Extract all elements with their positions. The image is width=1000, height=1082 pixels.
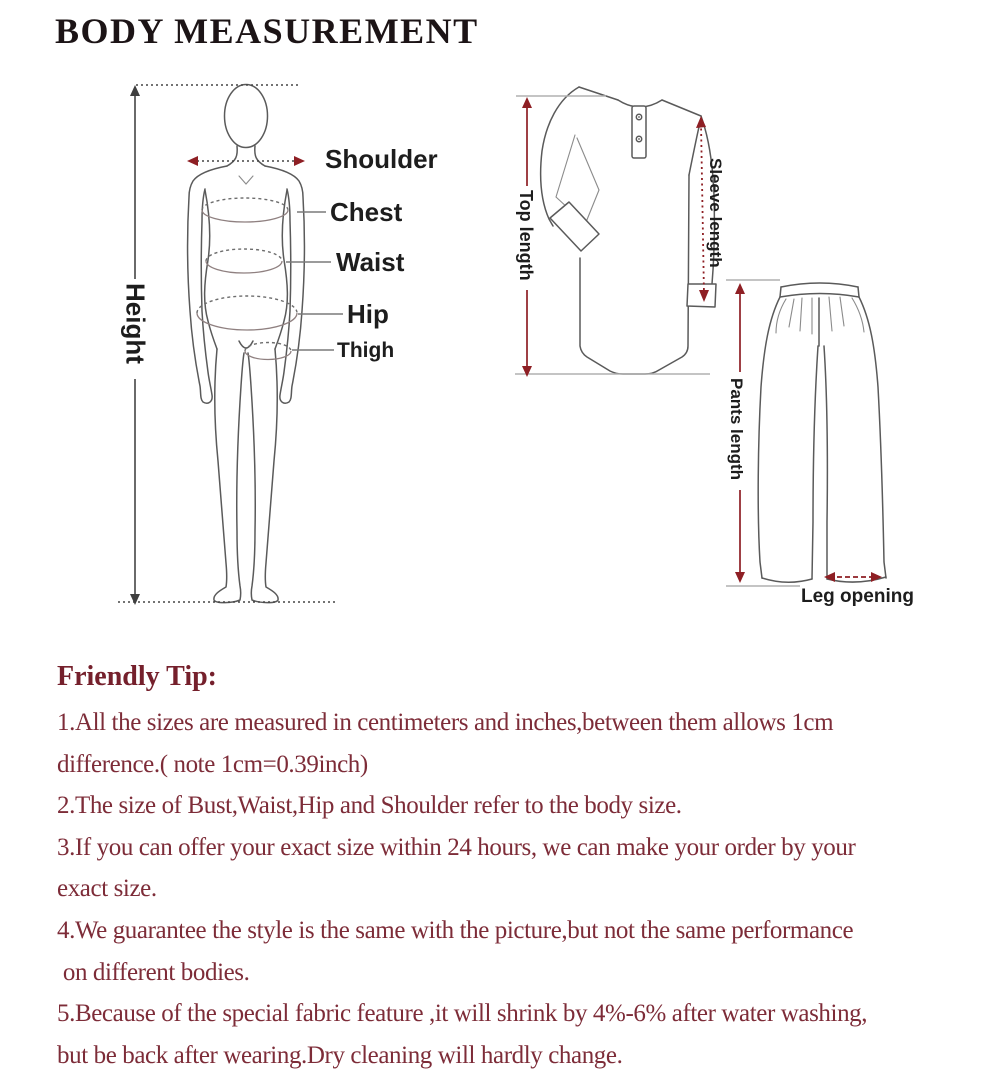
label-connector-lines — [286, 212, 343, 350]
pants-pleats — [776, 297, 864, 334]
tip-line: 3.If you can offer your exact size within 24 hours, we can make your order by your — [57, 833, 856, 861]
thigh-label: Thigh — [337, 339, 395, 362]
chest-label: Chest — [330, 197, 403, 227]
height-label: Height — [120, 283, 151, 364]
chest-ellipse — [202, 198, 288, 222]
leg-opening-label: Leg opening — [801, 586, 914, 607]
leg-opening-measure-arrow — [824, 572, 882, 582]
shoulder-label: Shoulder — [325, 144, 438, 174]
tip-line: but be back after wearing.Dry cleaning will hardly change. — [57, 1041, 623, 1069]
sleeve-length-label: Sleeve length — [705, 158, 725, 268]
figure-head — [225, 85, 268, 148]
tip-line: difference.( note 1cm=0.39inch) — [57, 750, 368, 778]
pants-left-outer — [758, 297, 780, 578]
tip-line: exact size. — [57, 875, 157, 903]
top-length-label: Top length — [515, 190, 536, 281]
page-title: BODY MEASUREMENT — [55, 11, 479, 51]
body-figure — [188, 85, 343, 603]
pants-waistband — [781, 283, 858, 287]
friendly-tips-section — [57, 660, 962, 1076]
tip-line: 2.The size of Bust,Waist,Hip and Shoulder refer to the body size. — [57, 792, 682, 820]
figure-left-leg — [214, 349, 244, 603]
tip-line: 4.We guarantee the style is the same with the picture,but not the same performance — [57, 916, 854, 944]
shoulder-measure-arrow — [187, 156, 305, 166]
tip-line: 1.All the sizes are measured in centimeters and inches,between them allows 1cm — [57, 709, 834, 736]
pants-drawing — [758, 283, 886, 582]
figure-right-leg — [248, 349, 278, 603]
waist-ellipse — [206, 249, 282, 273]
tip-line: on different bodies. — [57, 958, 250, 986]
shirt-drawing — [541, 87, 716, 374]
pants-right-outer — [859, 297, 886, 578]
tips-heading: Friendly Tip: — [57, 661, 218, 692]
shirt-body — [580, 175, 689, 374]
pants-length-label: Pants length — [726, 378, 746, 481]
tip-line: 5.Because of the special fabric feature ,it will shrink by 4%-6% after water washing, — [57, 1000, 868, 1028]
shirt-left-sleeve — [541, 87, 579, 226]
hip-ellipse — [197, 296, 297, 330]
thigh-ellipse — [245, 343, 291, 360]
waist-label: Waist — [336, 247, 405, 277]
hip-label: Hip — [347, 299, 389, 329]
